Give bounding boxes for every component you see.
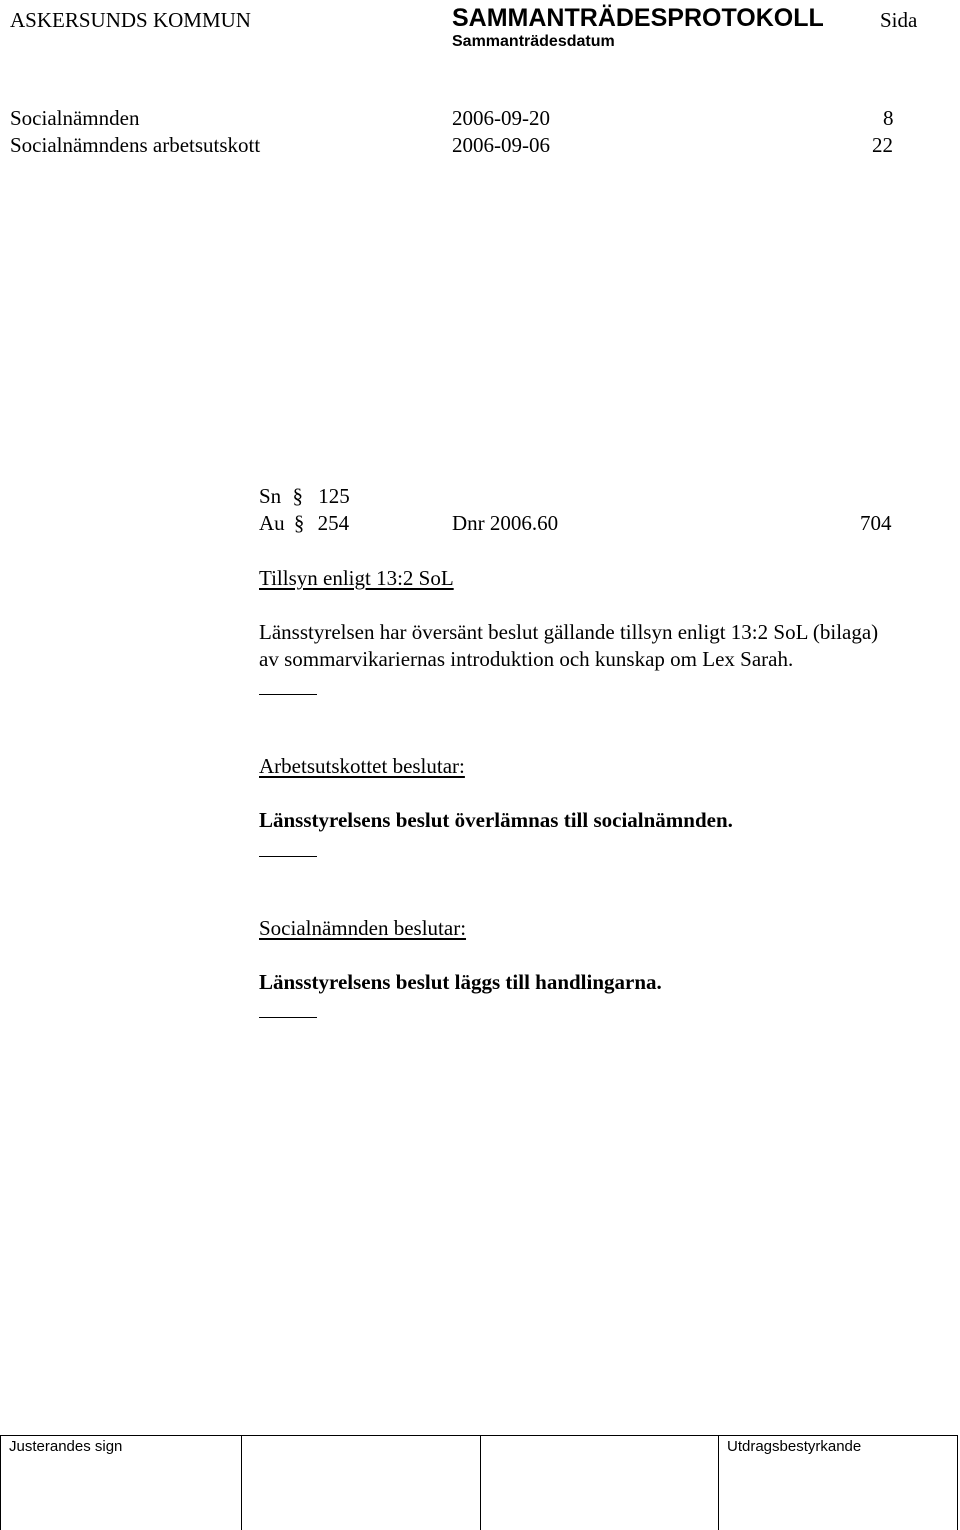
au-number: 254 bbox=[317, 511, 350, 535]
sn-label: Sn bbox=[259, 484, 282, 508]
au-label: Au bbox=[259, 511, 285, 535]
sign-label: Justerandes sign bbox=[9, 1438, 123, 1455]
sn-number: 125 bbox=[318, 484, 350, 508]
signature-table bbox=[0, 1435, 958, 1530]
page-label: Sida bbox=[880, 8, 918, 32]
org-name: ASKERSUNDS KOMMUN bbox=[10, 8, 251, 32]
meeting-page: 22 bbox=[872, 133, 893, 157]
sign-cell bbox=[1, 1436, 242, 1530]
sign-cell bbox=[242, 1436, 481, 1530]
matter-body-line: Länsstyrelsen har översänt beslut gällande tillsyn enligt 13:2 SoL (bilaga) bbox=[259, 620, 879, 644]
separator-rule bbox=[259, 856, 317, 857]
au-paragraph bbox=[259, 511, 349, 535]
meeting-page: 8 bbox=[883, 106, 894, 130]
meeting-body: Socialnämndens arbetsutskott bbox=[10, 133, 261, 157]
matter-title: Tillsyn enligt 13:2 SoL bbox=[259, 566, 454, 590]
document-type: SAMMANTRÄDESPROTOKOLL bbox=[452, 4, 824, 32]
decision-text: Länsstyrelsens beslut läggs till handlingarna. bbox=[259, 970, 662, 994]
dnr-number: 704 bbox=[860, 511, 892, 535]
section-icon: § bbox=[292, 484, 303, 508]
decision-heading: Socialnämnden beslutar: bbox=[259, 916, 467, 940]
certify-label: Utdragsbestyrkande bbox=[727, 1438, 862, 1455]
dnr-label: Dnr 2006.60 bbox=[452, 511, 559, 535]
meeting-date: 2006-09-06 bbox=[452, 133, 550, 157]
certify-cell bbox=[719, 1436, 956, 1530]
matter-body-line: av sommarvikariernas introduktion och kunskap om Lex Sarah. bbox=[259, 647, 794, 671]
separator-rule bbox=[259, 694, 317, 695]
sign-cell bbox=[481, 1436, 719, 1530]
separator-rule bbox=[259, 1017, 317, 1018]
decision-heading: Arbetsutskottet beslutar: bbox=[259, 754, 465, 778]
meeting-body: Socialnämnden bbox=[10, 106, 140, 130]
meeting-date-label: Sammanträdesdatum bbox=[452, 33, 615, 50]
decision-text: Länsstyrelsens beslut överlämnas till socialnämnden. bbox=[259, 808, 733, 832]
sn-paragraph bbox=[259, 484, 350, 508]
section-icon: § bbox=[293, 511, 305, 535]
meeting-date: 2006-09-20 bbox=[452, 106, 550, 130]
